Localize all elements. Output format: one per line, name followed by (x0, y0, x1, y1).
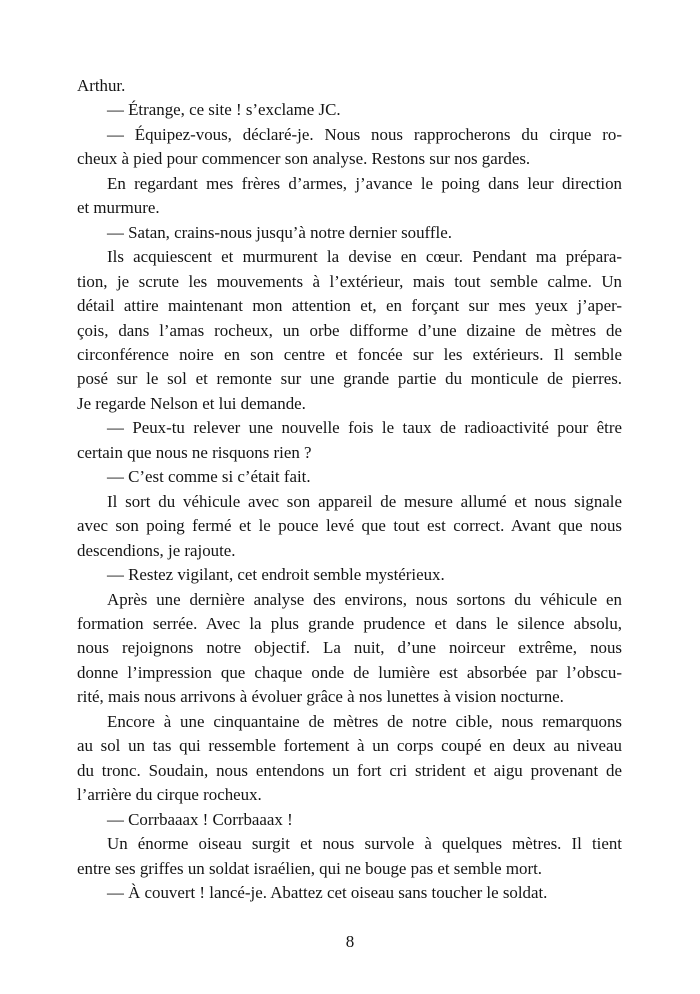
text-line: Après une dernière analyse des environs, nous sortons du véhicule en (107, 589, 622, 609)
paragraph (77, 588, 622, 710)
text-line: Un énorme oiseau surgit et nous survole à quelques mètres. Il tient (107, 834, 622, 854)
text-line: certain que nous ne risquons rien ? (77, 442, 312, 462)
text-line: détail attire maintenant mon attention et, en forçant sur mes yeux j’aper- (77, 296, 622, 316)
text-line: cheux à pied pour commencer son analyse. Restons sur nos gardes. (77, 149, 531, 169)
text-line: Arthur. (77, 76, 126, 95)
text-line: — À couvert ! lancé-je. Abattez cet oiseau sans toucher le soldat. (107, 882, 548, 902)
text-line: l’arrière du cirque rocheux. (77, 785, 262, 805)
paragraph (77, 221, 622, 245)
paragraph (77, 881, 622, 905)
page-text (77, 74, 622, 905)
text-line: Ils acquiescent et murmurent la devise en cœur. Pendant ma prépara- (107, 247, 622, 267)
text-line: — Satan, crains-nous jusqu’à notre dernier souffle. (107, 222, 452, 242)
text-line: tion, je scrute les mouvements à l’extérieur, mais tout semble calme. Un (77, 271, 622, 291)
text-line: nous rejoignons notre objectif. La nuit, d’une noirceur extrême, nous (77, 638, 622, 658)
paragraph (77, 172, 622, 221)
page-number: 8 (345, 932, 355, 951)
paragraph (77, 98, 622, 122)
text-line: — Corrbaaax ! Corrbaaax ! (107, 809, 293, 829)
text-line: — C’est comme si c’était fait. (107, 467, 311, 487)
paragraph (77, 123, 622, 172)
paragraph (77, 563, 622, 587)
text-line: — Restez vigilant, cet endroit semble mystérieux. (107, 565, 445, 585)
text-line: çois, dans l’amas rocheux, un orbe difforme d’une dizaine de mètres de (77, 320, 622, 340)
text-line: entre ses griffes un soldat israélien, qui ne bouge pas et semble mort. (77, 858, 542, 878)
paragraph (77, 465, 622, 489)
text-line: descendions, je rajoute. (77, 540, 236, 560)
text-line: du tronc. Soudain, nous entendons un fort cri strident et aigu provenant de (77, 760, 622, 780)
paragraph (77, 490, 622, 563)
text-line: Encore à une cinquantaine de mètres de notre cible, nous remarquons (107, 711, 622, 731)
paragraph (77, 74, 622, 98)
text-line: — Équipez-vous, déclaré-je. Nous nous rapprocherons du cirque ro- (107, 124, 622, 144)
text-line: posé sur le sol et remonte sur une grande partie du monticule de pierres. (77, 369, 622, 389)
text-line: donne l’impression que chaque onde de lumière est absorbée par l’obscu- (77, 662, 622, 682)
text-line: au sol un tas qui ressemble fortement à un corps coupé en deux au niveau (77, 736, 622, 756)
text-line: formation serrée. Avec la plus grande prudence et dans le silence absolu, (77, 613, 622, 633)
text-line: En regardant mes frères d’armes, j’avance le poing dans leur direction (107, 173, 622, 193)
paragraph (77, 808, 622, 832)
text-line: Je regarde Nelson et lui demande. (77, 393, 306, 413)
text-line: rité, mais nous arrivons à évoluer grâce à nos lunettes à vision nocturne. (77, 687, 564, 707)
text-line: Il sort du véhicule avec son appareil de mesure allumé et nous signale (107, 491, 622, 511)
paragraph (77, 710, 622, 808)
text-line: — Étrange, ce site ! s’exclame JC. (107, 100, 341, 120)
paragraph (77, 832, 622, 881)
text-line: circonférence noire en son centre et foncée sur les extérieurs. Il semble (77, 344, 622, 364)
paragraph (77, 416, 622, 465)
text-line: avec son poing fermé et le pouce levé que tout est correct. Avant que nous (77, 516, 622, 536)
text-line: et murmure. (77, 198, 160, 218)
text-line: — Peux-tu relever une nouvelle fois le taux de radioactivité pour être (107, 418, 622, 438)
paragraph (77, 245, 622, 416)
